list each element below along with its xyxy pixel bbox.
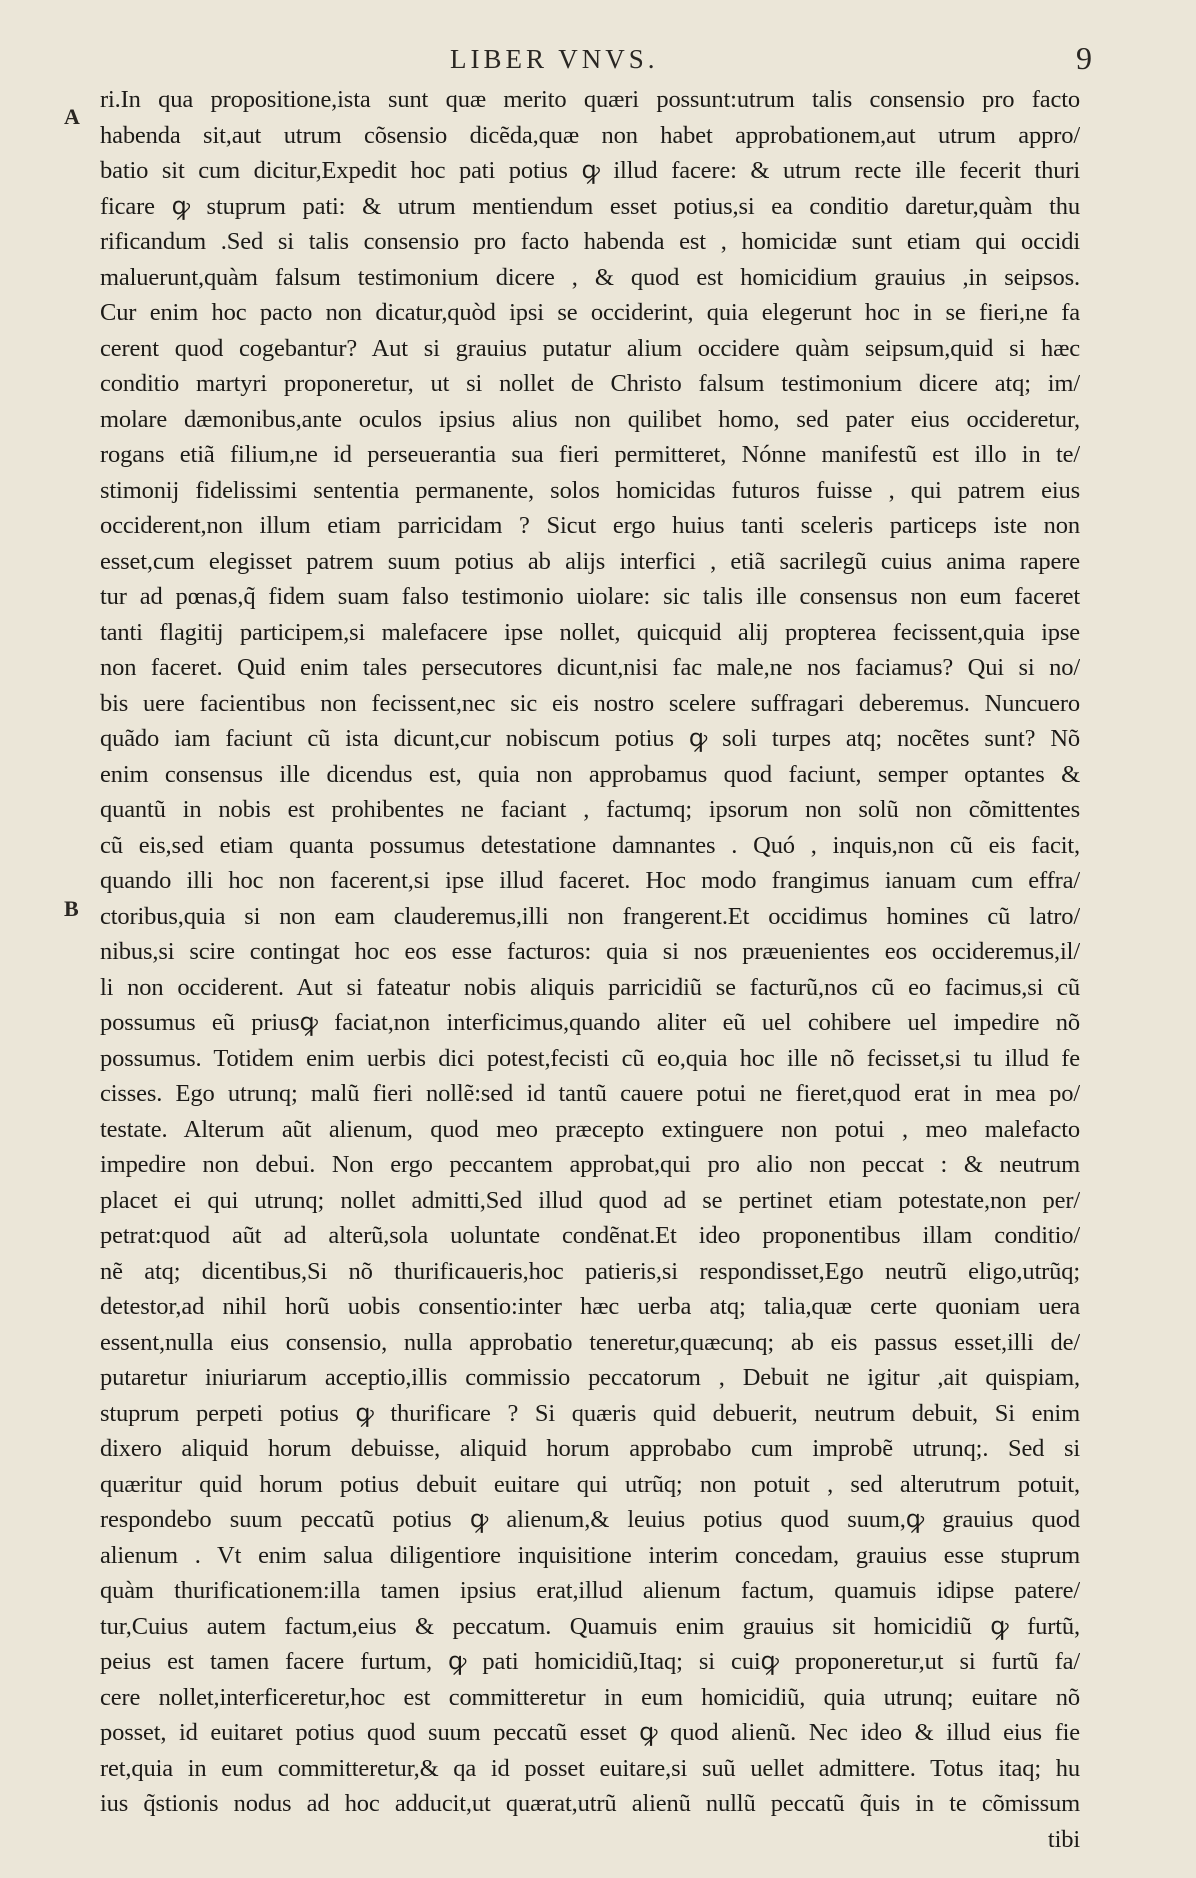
text-line: petrat:quod aũt ad alterũ,sola uoluntate condẽnat.Et ideo proponentibus illam conditio/ [100, 1222, 1080, 1249]
running-head [0, 40, 1196, 84]
text-line: tanti flagitij participem,si malefacere ipse nollet, quicquid alij propterea fecissent,quia ipse [100, 618, 1080, 646]
margin-mark-a: A [64, 104, 80, 129]
text-line: quàm thurificationem:illa tamen ipsius erat,illud alienum factum, quamuis idipse patere/ [100, 1577, 1080, 1604]
catchword: tibi [1047, 1825, 1080, 1853]
text-line: cisses. Ego utrunq; malũ fieri nollẽ:sed id tantũ cauere potui ne fieret,quod erat in mea po/ [100, 1080, 1080, 1107]
text-line: cere nollet,interficeretur,hoc est committeretur in eum homicidiũ, quia utrunq; euitare nõ [100, 1683, 1080, 1711]
text-line: cerent quod cogebantur? Aut si grauius putatur alium occidere quàm seipsum,quid si hæc [100, 334, 1080, 362]
text-line: respondebo suum peccatũ potius ꝙ alienum,& leuius potius quod suum,ꝙ grauius quod [100, 1506, 1080, 1533]
text-line: li non occiderent. Aut si fateatur nobis aliquis parricidiũ se facturũ,nos cũ eo facimus,si cũ [100, 973, 1080, 1001]
text-line: dixero aliquid horum debuisse, aliquid horum approbabo cum improbẽ utrunq;. Sed si [100, 1435, 1080, 1462]
text-line: esset,cum elegisset patrem suum potius ab alijs interfici , etiã sacrilegũ cuius anima rapere [100, 547, 1080, 575]
text-line: bis uere facientibus non fecissent,nec sic eis nostro scelere suffragari deberemus. Nuncuero [100, 689, 1080, 717]
text-line: stimonij fidelissimi sententia permanente, solos homicidas futuros fuisse , qui patrem eius [100, 476, 1080, 504]
text-line: ctoribus,quia si non eam clauderemus,illi non frangerent.Et occidimus homines cũ latro/ [100, 902, 1080, 930]
text-line: rificandum .Sed si talis consensio pro facto habenda est , homicidæ sunt etiam qui occidi [100, 228, 1080, 255]
text-line: rogans etiã filium,ne id perseuerantia sua fieri permitteret, Nónne manifestũ est illo in te/ [100, 441, 1080, 468]
text-line: maluerunt,quàm falsum testimonium dicere , & quod est homicidium grauius ,in seipsos. [100, 263, 1080, 291]
text-line: molare dæmonibus,ante oculos ipsius alius non quilibet homo, sed pater eius occideretur, [100, 405, 1080, 433]
text-line: alienum . Vt enim salua diligentiore inquisitione interim concedam, grauius esse stuprum [100, 1541, 1080, 1569]
text-line: quantũ in nobis est prohibentes ne faciant , factumq; ipsorum non solũ non cõmittentes [100, 796, 1080, 823]
text-line: nibus,si scire contingat hoc eos esse facturos: quia si nos præuenientes eos occideremus,il/ [100, 938, 1080, 965]
text-line: quæritur quid horum potius debuit euitare qui utrũq; non potuit , sed alterutrum potuit, [100, 1470, 1080, 1498]
text-line: habenda sit,aut utrum cõsensio dicẽda,quæ non habet approbationem,aut utrum appro/ [100, 121, 1080, 149]
text-line: ius q̃stionis nodus ad hoc adducit,ut quærat,utrũ alienũ nullũ peccatũ q̃uis in te cõmissum [100, 1790, 1080, 1817]
text-line: nẽ atq; dicentibus,Si nõ thurificaueris,hoc patieris,si respondisset,Ego neutrũ eligo,utrũq; [100, 1257, 1080, 1285]
text-line: stuprum perpeti potius ꝙ thurificare ? Si quæris quid debuerit, neutrum debuit, Si enim [100, 1399, 1080, 1427]
text-line: ficare ꝙ stuprum pati: & utrum mentiendum esset potius,si ea conditio daretur,quàm thu [100, 192, 1080, 220]
text-line: peius est tamen facere furtum, ꝙ pati homicidiũ,Itaq; si cuiꝙ proponeretur,ut si furtũ fa/ [100, 1648, 1080, 1675]
text-line: ret,quia in eum committeretur,& qa id posset euitare,si suũ uellet admittere. Totus itaq; hu [100, 1754, 1080, 1782]
text-line: possumus. Totidem enim uerbis dici potest,fecisti cũ eo,quia hoc ille nõ fecisset,si tu illud fe [100, 1044, 1080, 1072]
text-line: testate. Alterum aũt alienum, quod meo præcepto extinguere non potui , meo malefacto [100, 1115, 1080, 1143]
text-line: conditio martyri proponeretur, ut si nollet de Christo falsum testimonium dicere atq; im/ [100, 370, 1080, 397]
text-line: occiderent,non illum etiam parricidam ? Sicut ergo huius tanti sceleris particeps iste non [100, 512, 1080, 539]
running-title: LIBER VNVS. [450, 44, 659, 74]
text-line: batio sit cum dicitur,Expedit hoc pati potius ꝙ illud facere: & utrum recte ille fecerit thuri [100, 157, 1080, 184]
body-text [100, 82, 1080, 1857]
text-line: quãdo iam faciunt cũ ista dicunt,cur nobiscum potius ꝙ soli turpes atq; nocẽtes sunt? Nõ [100, 725, 1080, 752]
text-line: detestor,ad nihil horũ uobis consentio:inter hæc uerba atq; talia,quæ certe quoniam uera [100, 1293, 1080, 1320]
text-line: Cur enim hoc pacto non dicatur,quòd ipsi se occiderint, quia elegerunt hoc in se fieri,ne fa [100, 299, 1080, 326]
text-line: ri.In qua propositione,ista sunt quæ merito quæri possunt:utrum talis consensio pro facto [100, 86, 1080, 113]
text-line: tur,Cuius autem factum,eius & peccatum. Quamuis enim grauius sit homicidiũ ꝙ furtũ, [100, 1612, 1080, 1640]
text-line: non faceret. Quid enim tales persecutores dicunt,nisi fac male,ne nos faciamus? Qui si no/ [100, 654, 1080, 681]
text-line: tur ad pœnas,q̃ fidem suam falso testimonio uiolare: sic talis ille consensus non eum faceret [100, 583, 1080, 610]
page-number: 9 [1076, 40, 1092, 76]
text-line: quando illi hoc non facerent,si ipse illud faceret. Hoc modo frangimus ianuam cum effra/ [100, 867, 1080, 894]
text-line: posset, id euitaret potius quod suum peccatũ esset ꝙ quod alienũ. Nec ideo & illud eius fie [100, 1719, 1080, 1746]
margin-mark-b: B [64, 896, 79, 921]
text-line: impedire non debui. Non ergo peccantem approbat,qui pro alio non peccat : & neutrum [100, 1151, 1080, 1178]
text-line: essent,nulla eius consensio, nulla approbatio teneretur,quæcunq; ab eis passus esset,illi de/ [100, 1328, 1080, 1356]
text-line: placet ei qui utrunq; nollet admitti,Sed illud quod ad se pertinet etiam potestate,non per/ [100, 1186, 1080, 1214]
text-line: possumus eũ priusꝙ faciat,non interficimus,quando aliter eũ uel cohibere uel impedire nõ [100, 1009, 1080, 1036]
text-line: cũ eis,sed etiam quanta possumus detestatione damnantes . Quó , inquis,non cũ eis facit, [100, 831, 1080, 859]
text-line: enim consensus ille dicendus est, quia non approbamus quod faciunt, semper optantes & [100, 760, 1080, 788]
text-line: putaretur iniuriarum acceptio,illis commissio peccatorum , Debuit ne igitur ,ait quispiam, [100, 1364, 1080, 1391]
